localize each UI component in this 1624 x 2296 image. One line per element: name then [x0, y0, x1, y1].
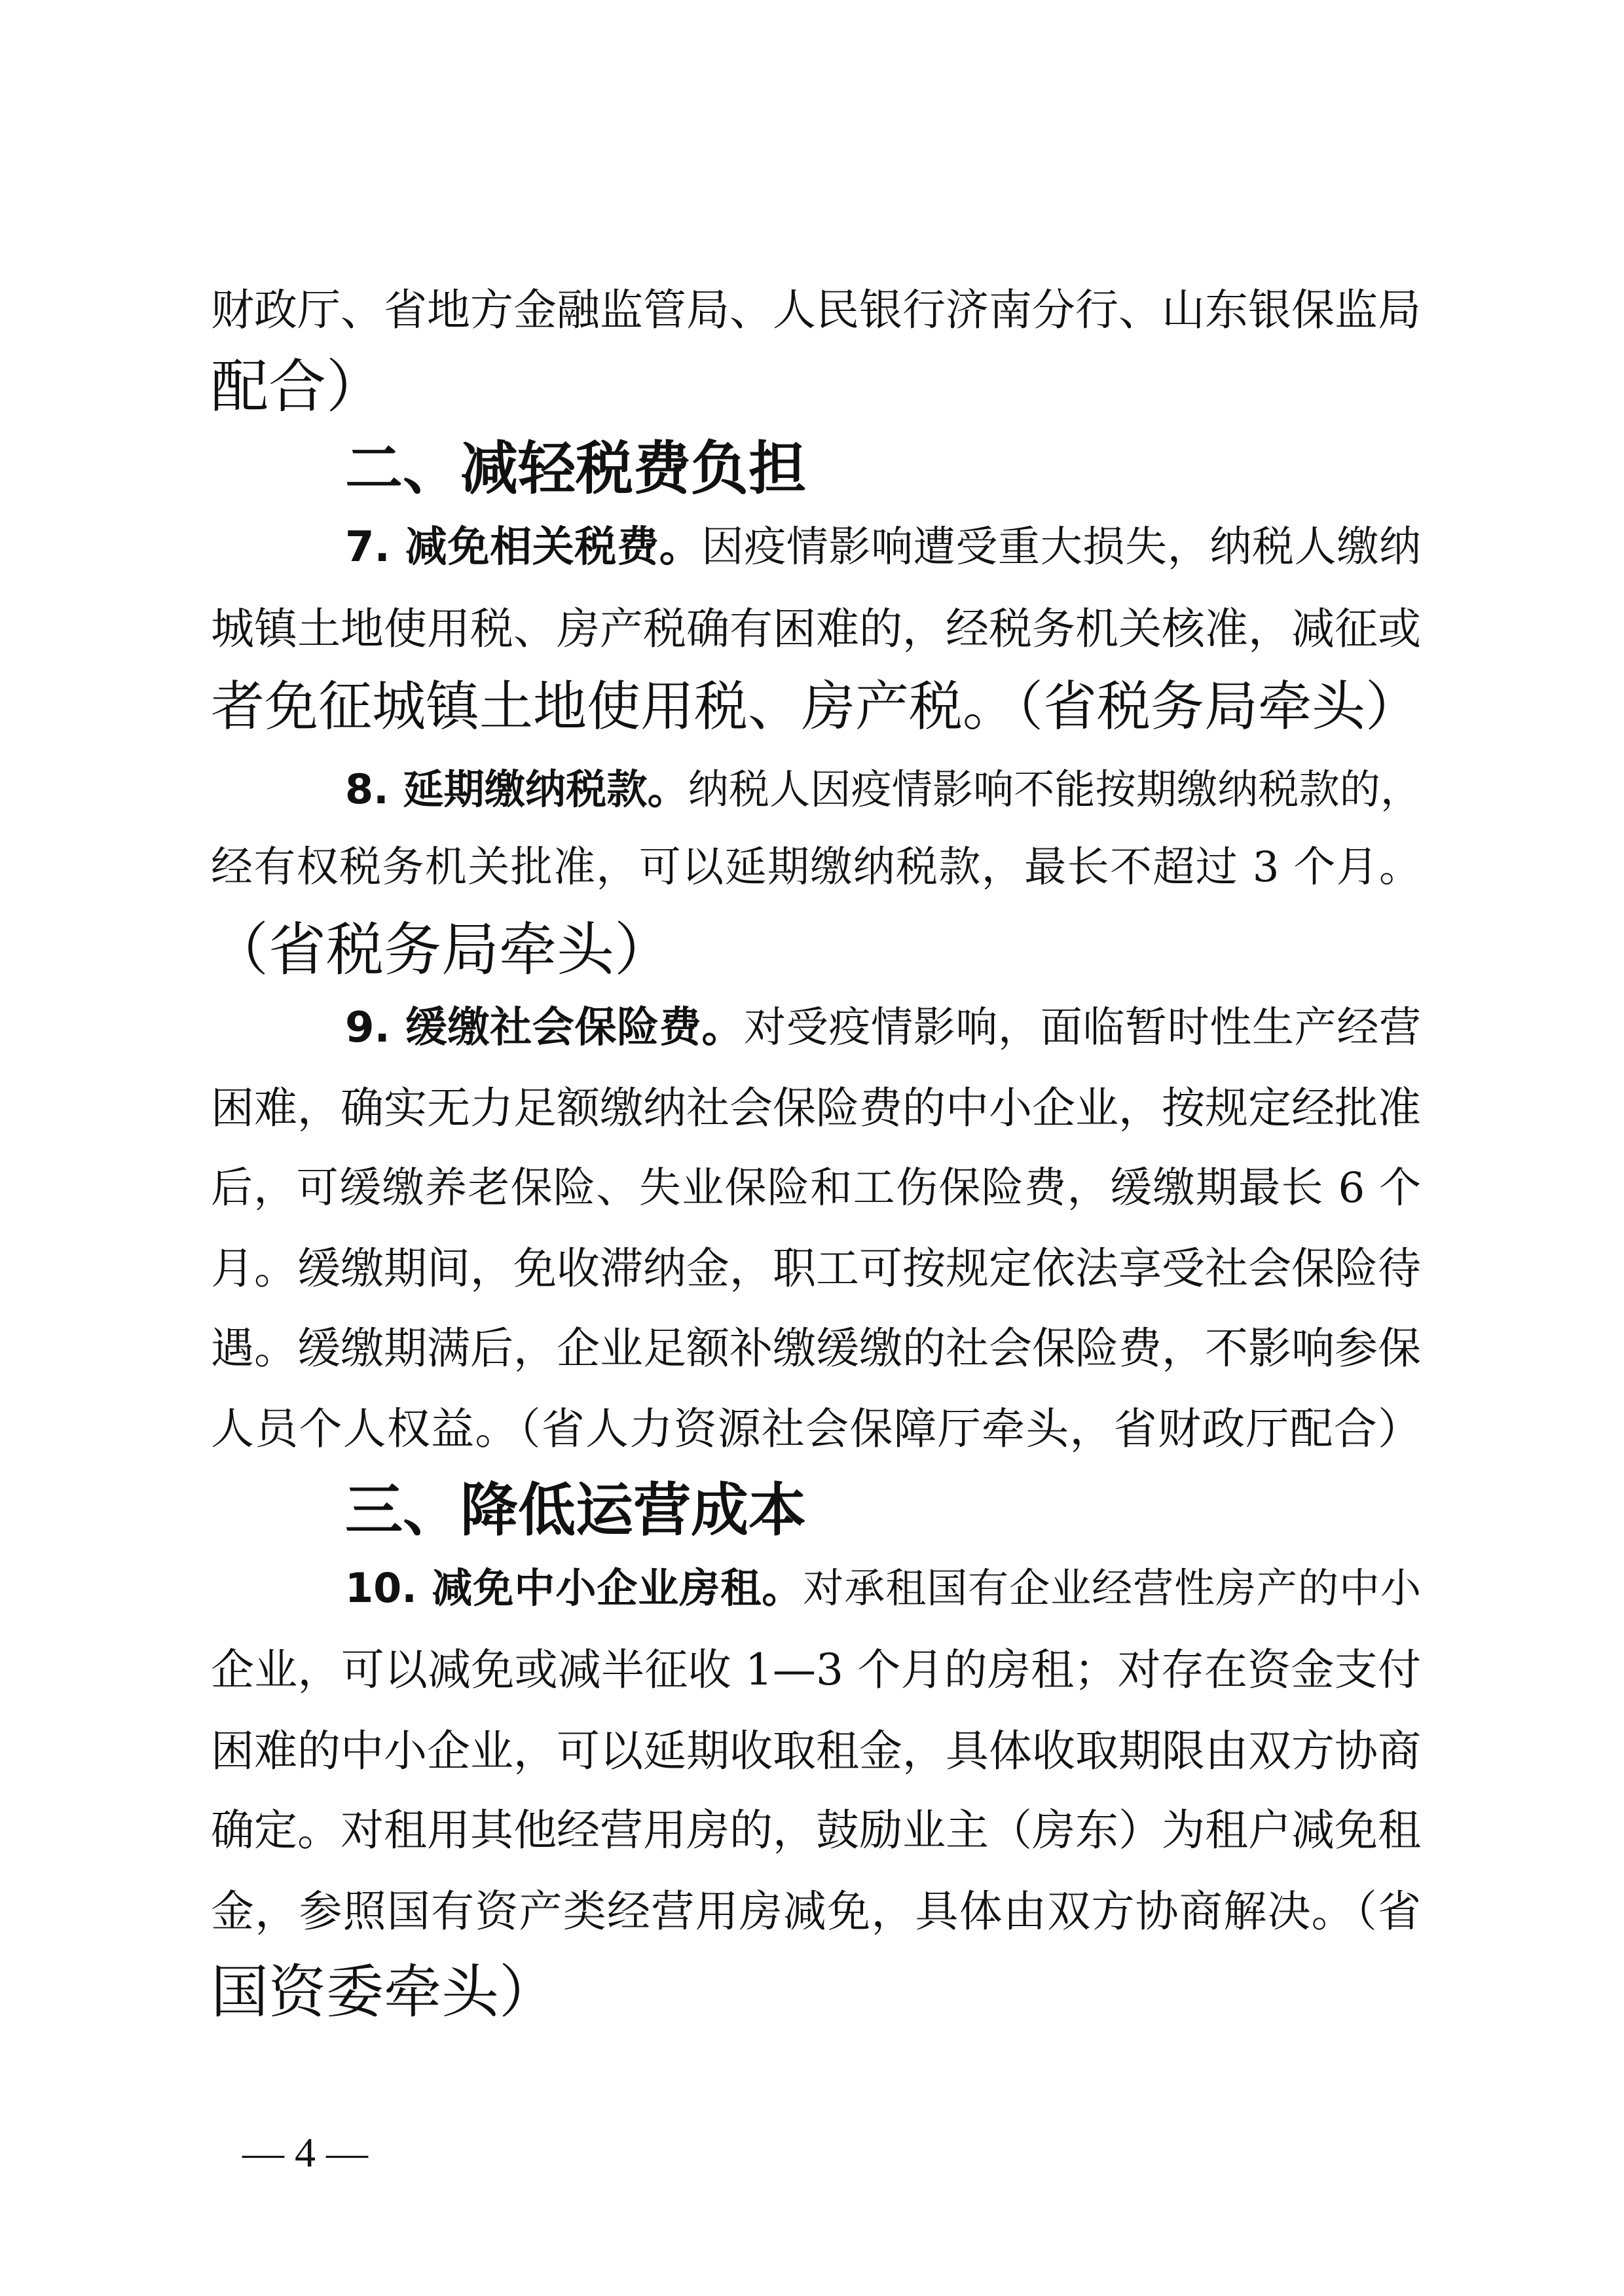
item-text: 对受疫情影响，面临暂时性生产经营	[744, 1004, 1421, 1052]
item-title: 10. 减免中小企业房租。	[345, 1564, 803, 1612]
paragraph-line: 企业，可以减免或减半征收 1—3 个月的房租；对存在资金支付	[211, 1645, 1421, 1695]
list-item-first-line	[345, 511, 1421, 583]
section-heading: 二、减轻税费负担	[345, 435, 807, 502]
paragraph-line: 后，可缓缴养老保险、失业保险和工伤保险费，缓缴期最长 6 个	[211, 1164, 1421, 1212]
item-title: 7. 减免相关税费。	[345, 523, 702, 572]
item-text: 纳税人因疫情影响不能按期缴纳税款的，	[688, 765, 1421, 813]
paragraph-line: 者免征城镇土地使用税、房产税。（省税务局牵头）	[211, 676, 1420, 738]
item-title: 8. 延期缴纳税款。	[345, 765, 688, 813]
paragraph-line: 确定。对租用其他经营用房的，鼓励业主（房东）为租户减免租	[211, 1805, 1421, 1855]
page-number: — 4 —	[242, 2129, 368, 2176]
paragraph-line: 困难的中小企业，可以延期收取租金，具体收取期限由双方协商	[211, 1726, 1421, 1776]
list-item-first-line	[345, 1552, 1421, 1624]
paragraph-line: 金，参照国有资产类经营用房减免，具体由双方协商解决。（省	[211, 1886, 1421, 1937]
section-heading: 三、降低运营成本	[345, 1476, 807, 1544]
paragraph-line: 经有权税务机关批准，可以延期缴纳税款，最长不超过 3 个月。	[211, 843, 1421, 892]
item-title: 9. 缓缴社会保险费。	[345, 1004, 745, 1052]
paragraph-line: （省税务局牵头）	[211, 916, 673, 983]
item-text: 对承租国有企业经营性房产的中小	[803, 1564, 1421, 1612]
paragraph-line: 城镇土地使用税、房产税确有困难的，经税务机关核准，减征或	[211, 604, 1421, 654]
list-item-first-line	[345, 754, 1421, 826]
list-item-first-line	[345, 992, 1421, 1064]
paragraph-line: 国资委牵头）	[211, 1958, 557, 2026]
paragraph-line: 财政厅、省地方金融监管局、人民银行济南分行、山东银保监局	[211, 285, 1421, 335]
paragraph-line: 配合）	[211, 353, 384, 420]
paragraph-line: 人员个人权益。（省人力资源社会保障厅牵头，省财政厅配合）	[211, 1404, 1421, 1454]
paragraph-line: 月。缓缴期间，免收滞纳金，职工可按规定依法享受社会保险待	[211, 1243, 1421, 1294]
paragraph-line: 困难，确实无力足额缴纳社会保险费的中小企业，按规定经批准	[211, 1083, 1421, 1133]
paragraph-line: 遇。缓缴期满后，企业足额补缴缓缴的社会保险费，不影响参保	[211, 1323, 1421, 1374]
item-text: 因疫情影响遭受重大损失，纳税人缴纳	[701, 523, 1421, 572]
